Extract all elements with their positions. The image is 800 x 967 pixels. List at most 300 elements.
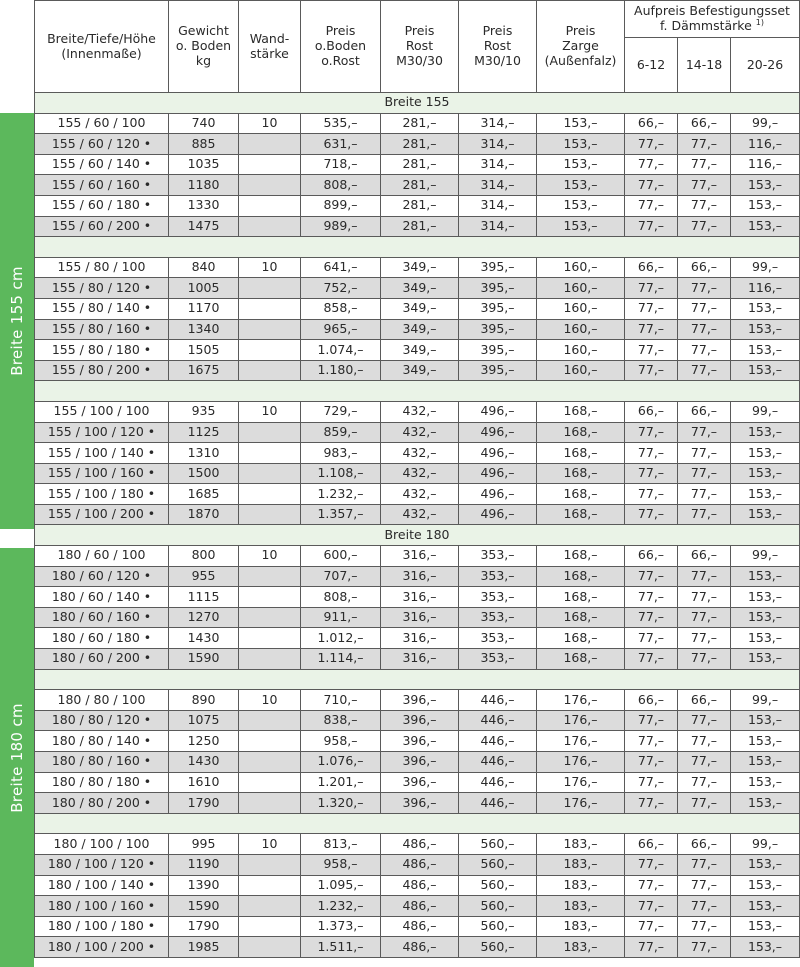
table-cell: 1180 [169, 175, 239, 196]
table-cell: 446,– [459, 690, 537, 711]
table-cell: 314,– [459, 154, 537, 175]
table-cell: 10 [239, 690, 301, 711]
table-cell: 176,– [537, 772, 625, 793]
table-cell: 153,– [731, 628, 800, 649]
table-cell: 1505 [169, 340, 239, 361]
table-cell: 77,– [625, 896, 678, 917]
group-spacer-cell [35, 813, 800, 834]
table-cell: 66,– [678, 690, 731, 711]
table-cell: 911,– [301, 607, 381, 628]
table-cell: 77,– [625, 134, 678, 155]
header-size [35, 1, 169, 93]
table-cell: 99,– [731, 690, 800, 711]
table-cell: 496,– [459, 484, 537, 505]
table-cell: 316,– [381, 607, 459, 628]
table-cell: 153,– [537, 195, 625, 216]
table-cell: 155 / 80 / 160 • [35, 319, 169, 340]
table-cell: 160,– [537, 360, 625, 381]
table-cell: 446,– [459, 731, 537, 752]
table-cell: 180 / 60 / 160 • [35, 607, 169, 628]
table-cell: 396,– [381, 752, 459, 773]
table-cell: 316,– [381, 628, 459, 649]
table-cell: 77,– [625, 298, 678, 319]
table-cell [239, 298, 301, 319]
table-cell: 560,– [459, 875, 537, 896]
header-price-frame-text: Preis Zarge (Außenfalz) [544, 23, 617, 68]
table-cell: 800 [169, 546, 239, 567]
header-surcharge-6-12: 6-12 [625, 38, 678, 93]
table-row [35, 566, 800, 587]
table-cell: 153,– [731, 649, 800, 670]
table-cell: 710,– [301, 690, 381, 711]
table-cell [239, 443, 301, 464]
table-cell: 1.114,– [301, 649, 381, 670]
table-cell: 486,– [381, 834, 459, 855]
table-cell: 168,– [537, 422, 625, 443]
table-cell: 77,– [625, 422, 678, 443]
table-cell: 281,– [381, 134, 459, 155]
table-cell [239, 628, 301, 649]
table-cell: 838,– [301, 710, 381, 731]
table-row [35, 298, 800, 319]
table-cell: 180 / 100 / 100 [35, 834, 169, 855]
table-cell: 66,– [678, 401, 731, 422]
table-cell: 560,– [459, 896, 537, 917]
table-cell: 396,– [381, 690, 459, 711]
table-cell: 496,– [459, 463, 537, 484]
table-cell: 353,– [459, 607, 537, 628]
table-row [35, 360, 800, 381]
table-cell: 446,– [459, 752, 537, 773]
header-surcharge-14-18: 14-18 [678, 38, 731, 93]
table-cell: 153,– [537, 216, 625, 237]
table-cell: 813,– [301, 834, 381, 855]
table-cell: 1.074,– [301, 340, 381, 361]
table-cell: 155 / 80 / 140 • [35, 298, 169, 319]
table-cell: 1430 [169, 752, 239, 773]
header-wall [239, 1, 301, 93]
table-cell: 10 [239, 546, 301, 567]
group-spacer-row [35, 381, 800, 402]
table-cell: 77,– [678, 463, 731, 484]
table-cell: 183,– [537, 896, 625, 917]
table-cell: 1.357,– [301, 504, 381, 525]
header-surcharge-text: Aufpreis Befestigungsset f. Dämmstärke [634, 2, 790, 34]
table-row [35, 175, 800, 196]
table-cell: 77,– [625, 937, 678, 958]
table-cell: 395,– [459, 319, 537, 340]
table-cell: 77,– [625, 854, 678, 875]
table-cell: 560,– [459, 834, 537, 855]
table-cell: 958,– [301, 731, 381, 752]
table-cell [239, 793, 301, 814]
table-cell: 859,– [301, 422, 381, 443]
table-row [35, 319, 800, 340]
table-cell: 180 / 80 / 120 • [35, 710, 169, 731]
table-cell: 729,– [301, 401, 381, 422]
table-cell: 180 / 60 / 200 • [35, 649, 169, 670]
table-cell: 958,– [301, 854, 381, 875]
table-cell: 77,– [678, 340, 731, 361]
table-cell: 77,– [678, 195, 731, 216]
table-cell: 77,– [625, 772, 678, 793]
table-cell: 155 / 100 / 140 • [35, 443, 169, 464]
table-cell: 77,– [625, 649, 678, 670]
header-price-rost-10-text: Preis Rost M30/10 [474, 23, 521, 68]
table-cell: 486,– [381, 896, 459, 917]
table-cell [239, 134, 301, 155]
header-size-text: Breite/Tiefe/Höhe (Innenmaße) [47, 30, 156, 61]
table-cell: 1250 [169, 731, 239, 752]
table-cell [239, 710, 301, 731]
table-cell: 160,– [537, 319, 625, 340]
table-cell: 155 / 60 / 200 • [35, 216, 169, 237]
table-cell: 955 [169, 566, 239, 587]
table-row [35, 257, 800, 278]
group-label-breite-180: Breite 180 cm [8, 702, 26, 813]
table-cell: 180 / 80 / 200 • [35, 793, 169, 814]
table-cell: 840 [169, 257, 239, 278]
table-cell [239, 484, 301, 505]
table-row [35, 463, 800, 484]
table-cell: 153,– [731, 463, 800, 484]
table-cell: 641,– [301, 257, 381, 278]
table-cell: 153,– [731, 710, 800, 731]
table-cell: 396,– [381, 772, 459, 793]
table-cell: 1.108,– [301, 463, 381, 484]
table-cell [239, 752, 301, 773]
table-cell: 99,– [731, 401, 800, 422]
table-cell [239, 875, 301, 896]
table-row [35, 195, 800, 216]
table-cell [239, 278, 301, 299]
table-row [35, 854, 800, 875]
table-cell: 99,– [731, 834, 800, 855]
table-row [35, 628, 800, 649]
table-cell: 1075 [169, 710, 239, 731]
table-cell: 153,– [731, 340, 800, 361]
table-cell: 183,– [537, 834, 625, 855]
table-cell: 153,– [731, 752, 800, 773]
table-cell: 168,– [537, 628, 625, 649]
table-row [35, 772, 800, 793]
table-cell: 153,– [537, 175, 625, 196]
table-cell: 176,– [537, 731, 625, 752]
table-cell: 168,– [537, 649, 625, 670]
group-spacer-row [35, 669, 800, 690]
table-cell: 396,– [381, 731, 459, 752]
section-title: Breite 180 [35, 525, 800, 546]
table-cell: 153,– [731, 298, 800, 319]
table-cell: 77,– [625, 628, 678, 649]
table-cell: 153,– [537, 154, 625, 175]
table-cell: 160,– [537, 278, 625, 299]
table-cell: 66,– [625, 113, 678, 134]
table-cell: 77,– [678, 360, 731, 381]
table-row [35, 587, 800, 608]
table-cell: 153,– [731, 793, 800, 814]
table-cell: 432,– [381, 463, 459, 484]
table-cell: 155 / 60 / 120 • [35, 134, 169, 155]
table-cell: 983,– [301, 443, 381, 464]
table-cell: 1310 [169, 443, 239, 464]
table-cell: 153,– [731, 772, 800, 793]
table-cell: 281,– [381, 195, 459, 216]
table-cell [239, 216, 301, 237]
table-cell: 600,– [301, 546, 381, 567]
group-label-breite-155: Breite 155 cm [8, 266, 26, 376]
table-cell: 160,– [537, 298, 625, 319]
table-cell: 155 / 60 / 160 • [35, 175, 169, 196]
table-cell: 153,– [731, 896, 800, 917]
table-cell: 965,– [301, 319, 381, 340]
table-cell: 1475 [169, 216, 239, 237]
table-cell: 77,– [678, 154, 731, 175]
table-row [35, 607, 800, 628]
table-cell: 153,– [731, 937, 800, 958]
table-cell [239, 587, 301, 608]
table-cell: 77,– [625, 443, 678, 464]
table-cell: 116,– [731, 134, 800, 155]
table-cell: 316,– [381, 566, 459, 587]
header-wall-text: Wand- stärke [249, 30, 290, 61]
section-title: Breite 155 [35, 93, 800, 114]
table-cell: 116,– [731, 154, 800, 175]
table-cell: 1270 [169, 607, 239, 628]
table-cell: 180 / 100 / 120 • [35, 854, 169, 875]
table-row [35, 484, 800, 505]
group-bar-breite-155 [0, 113, 34, 529]
table-cell: 1190 [169, 854, 239, 875]
table-cell: 858,– [301, 298, 381, 319]
table-cell [239, 854, 301, 875]
table-cell [239, 195, 301, 216]
table-cell: 432,– [381, 422, 459, 443]
table-cell [239, 319, 301, 340]
table-cell: 446,– [459, 772, 537, 793]
table-cell: 1.232,– [301, 484, 381, 505]
table-cell [239, 504, 301, 525]
table-cell [239, 916, 301, 937]
table-cell: 535,– [301, 113, 381, 134]
table-cell: 349,– [381, 298, 459, 319]
table-cell: 155 / 80 / 120 • [35, 278, 169, 299]
header-price-frame [537, 1, 625, 93]
table-cell: 935 [169, 401, 239, 422]
table-cell: 1.320,– [301, 793, 381, 814]
table-cell: 353,– [459, 628, 537, 649]
table-cell [239, 896, 301, 917]
table-cell: 180 / 100 / 180 • [35, 916, 169, 937]
table-row [35, 875, 800, 896]
header-price-rost-10 [459, 1, 537, 93]
table-cell: 560,– [459, 854, 537, 875]
table-cell: 77,– [678, 504, 731, 525]
table-cell: 180 / 60 / 180 • [35, 628, 169, 649]
table-cell: 1.076,– [301, 752, 381, 773]
table-cell: 560,– [459, 916, 537, 937]
table-cell: 486,– [381, 854, 459, 875]
table-cell: 1790 [169, 793, 239, 814]
table-row [35, 113, 800, 134]
table-cell: 183,– [537, 937, 625, 958]
table-cell: 349,– [381, 257, 459, 278]
table-cell: 281,– [381, 113, 459, 134]
table-cell: 353,– [459, 649, 537, 670]
table-cell: 395,– [459, 298, 537, 319]
table-cell: 153,– [537, 113, 625, 134]
table-row [35, 793, 800, 814]
table-cell: 77,– [625, 195, 678, 216]
table-cell: 153,– [731, 195, 800, 216]
table-cell: 1170 [169, 298, 239, 319]
table-cell: 155 / 60 / 140 • [35, 154, 169, 175]
table-cell: 153,– [731, 443, 800, 464]
table-cell: 353,– [459, 546, 537, 567]
table-cell: 1005 [169, 278, 239, 299]
table-cell: 168,– [537, 443, 625, 464]
table-cell: 77,– [678, 443, 731, 464]
table-row [35, 896, 800, 917]
table-cell: 995 [169, 834, 239, 855]
table-cell: 180 / 60 / 120 • [35, 566, 169, 587]
table-cell: 153,– [731, 587, 800, 608]
table-cell: 99,– [731, 546, 800, 567]
table-cell: 740 [169, 113, 239, 134]
table-cell: 631,– [301, 134, 381, 155]
table-cell: 180 / 60 / 140 • [35, 587, 169, 608]
table-cell: 155 / 100 / 200 • [35, 504, 169, 525]
table-cell: 77,– [625, 566, 678, 587]
table-cell: 160,– [537, 257, 625, 278]
table-cell [239, 937, 301, 958]
table-cell: 168,– [537, 401, 625, 422]
table-row [35, 834, 800, 855]
header-price-rost-30-text: Preis Rost M30/30 [396, 23, 443, 68]
table-row [35, 443, 800, 464]
table-cell: 77,– [625, 340, 678, 361]
table-cell: 77,– [625, 278, 678, 299]
table-cell: 168,– [537, 546, 625, 567]
table-cell: 707,– [301, 566, 381, 587]
table-cell: 446,– [459, 710, 537, 731]
table-cell: 155 / 100 / 180 • [35, 484, 169, 505]
table-cell: 1330 [169, 195, 239, 216]
table-cell: 77,– [625, 504, 678, 525]
table-row [35, 546, 800, 567]
table-cell: 1.095,– [301, 875, 381, 896]
table-cell: 718,– [301, 154, 381, 175]
table-row [35, 340, 800, 361]
table-cell: 395,– [459, 360, 537, 381]
table-cell: 446,– [459, 793, 537, 814]
table-cell: 66,– [625, 401, 678, 422]
table-cell: 77,– [678, 216, 731, 237]
table-cell: 77,– [625, 710, 678, 731]
table-cell: 77,– [678, 731, 731, 752]
table-cell: 432,– [381, 401, 459, 422]
table-row [35, 134, 800, 155]
table-cell [239, 463, 301, 484]
table-cell: 496,– [459, 401, 537, 422]
table-cell: 353,– [459, 587, 537, 608]
table-cell: 77,– [625, 463, 678, 484]
table-row [35, 401, 800, 422]
table-cell: 77,– [678, 175, 731, 196]
table-cell: 168,– [537, 504, 625, 525]
table-cell: 153,– [731, 607, 800, 628]
table-cell: 168,– [537, 484, 625, 505]
table-cell: 808,– [301, 587, 381, 608]
table-cell: 176,– [537, 752, 625, 773]
table-cell: 176,– [537, 793, 625, 814]
table-cell [239, 649, 301, 670]
table-row [35, 216, 800, 237]
table-cell [239, 154, 301, 175]
header-price-rost-30 [381, 1, 459, 93]
table-cell: 1675 [169, 360, 239, 381]
table-cell: 314,– [459, 134, 537, 155]
table-cell: 1035 [169, 154, 239, 175]
table-cell: 77,– [678, 628, 731, 649]
table-cell: 168,– [537, 566, 625, 587]
table-cell: 432,– [381, 504, 459, 525]
table-cell: 10 [239, 834, 301, 855]
table-cell: 314,– [459, 113, 537, 134]
table-cell: 153,– [731, 175, 800, 196]
table-cell: 66,– [625, 690, 678, 711]
table-cell: 77,– [625, 793, 678, 814]
table-cell: 281,– [381, 154, 459, 175]
table-cell: 153,– [731, 566, 800, 587]
table-cell: 77,– [678, 710, 731, 731]
table-cell: 353,– [459, 566, 537, 587]
table-cell: 153,– [731, 504, 800, 525]
table-row [35, 752, 800, 773]
group-spacer-row [35, 813, 800, 834]
header-surcharge [625, 1, 800, 38]
table-cell: 349,– [381, 278, 459, 299]
table-cell: 153,– [537, 134, 625, 155]
table-cell: 153,– [731, 360, 800, 381]
table-cell: 314,– [459, 216, 537, 237]
table-row [35, 916, 800, 937]
group-spacer-row [35, 237, 800, 258]
table-cell: 77,– [678, 134, 731, 155]
table-cell: 1610 [169, 772, 239, 793]
table-cell: 10 [239, 401, 301, 422]
table-cell: 153,– [731, 422, 800, 443]
table-cell: 1115 [169, 587, 239, 608]
table-cell: 395,– [459, 340, 537, 361]
table-cell: 183,– [537, 875, 625, 896]
table-cell: 77,– [678, 752, 731, 773]
table-cell: 496,– [459, 443, 537, 464]
table-cell: 316,– [381, 649, 459, 670]
table-cell: 1985 [169, 937, 239, 958]
table-cell: 168,– [537, 587, 625, 608]
table-cell: 10 [239, 257, 301, 278]
table-cell: 752,– [301, 278, 381, 299]
table-cell: 66,– [625, 546, 678, 567]
table-cell: 155 / 80 / 180 • [35, 340, 169, 361]
table-cell [239, 422, 301, 443]
group-spacer-cell [35, 237, 800, 258]
table-cell [239, 175, 301, 196]
table-row [35, 154, 800, 175]
table-cell: 180 / 100 / 160 • [35, 896, 169, 917]
table-cell: 77,– [625, 752, 678, 773]
